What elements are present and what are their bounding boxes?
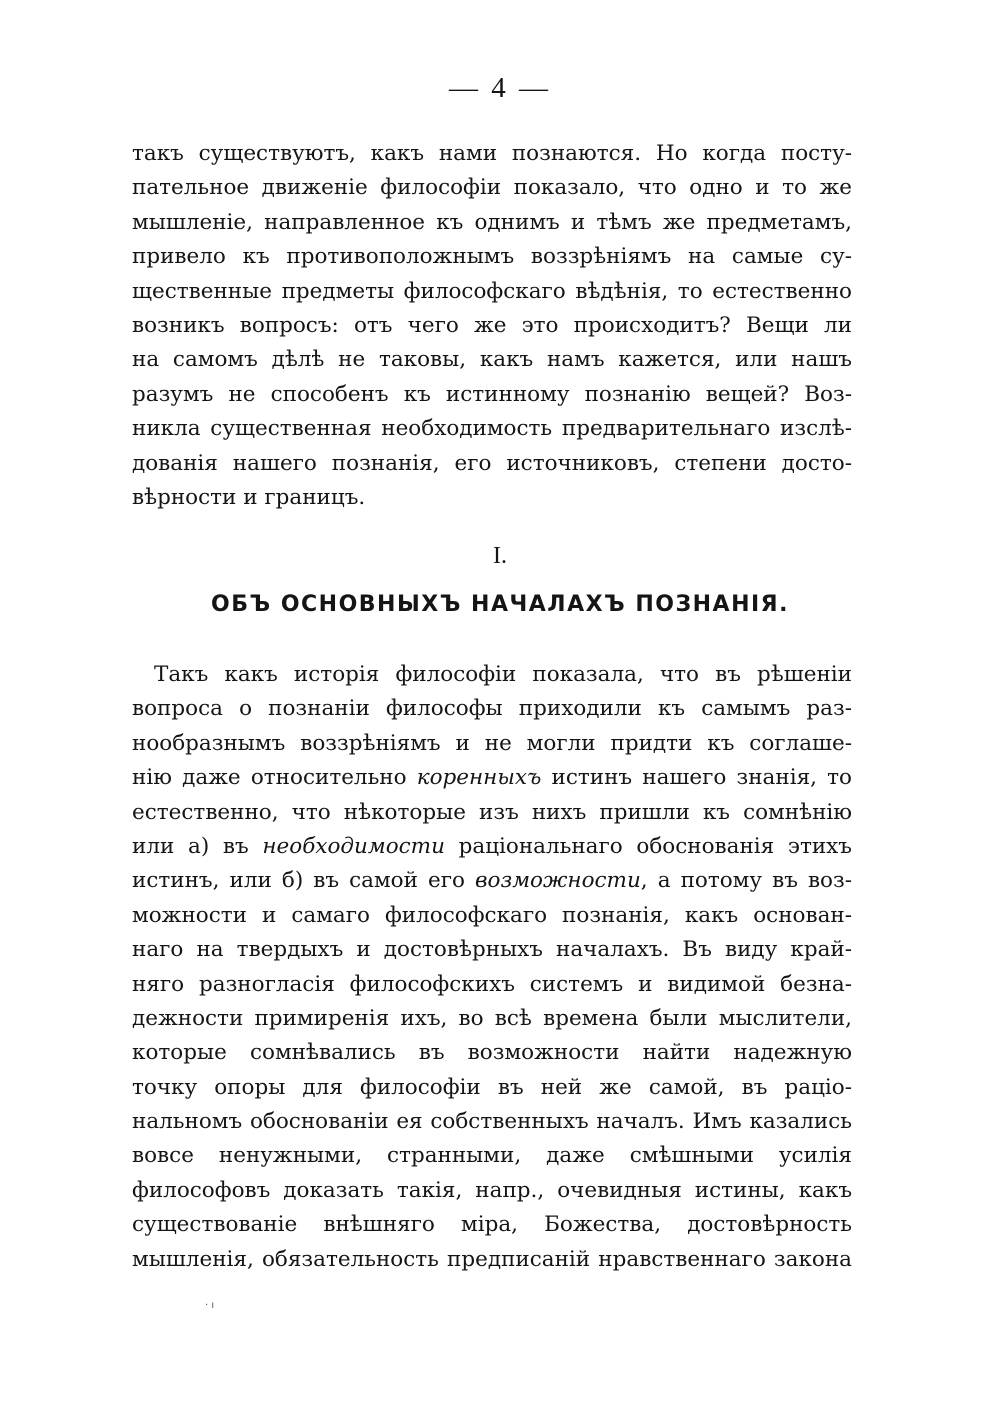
text-line: вѣрности и границъ. [132,484,366,510]
print-speck: · ı [205,1300,215,1311]
text-line: такъ существуютъ, какъ нами познаются. Но когда посту- [132,141,852,166]
text-run: мышленія, обязательность предписаній нравственнаго закона [132,1246,852,1272]
text-line: разумъ не способенъ къ истинному познанію вещей? Воз- [132,381,852,407]
text-line [132,1174,852,1208]
text-run: дежности примиренія ихъ, во всѣ времена были мыслители, [132,1005,852,1031]
text-run: которые сомнѣвались въ возможности найти надежную [132,1040,852,1066]
text-run: Такъ какъ исторія философіи показала, что въ рѣшеніи [154,662,852,687]
text-line [132,1243,852,1277]
text-line [132,899,852,933]
text-run: нію даже относительно [132,765,417,791]
text-line [132,1002,852,1036]
text-run: нальномъ обоснованіи ея собственныхъ началъ. Имъ казались [132,1109,852,1135]
text-line [132,1105,852,1139]
text-line: пательное движеніе философіи показало, что одно и то же [132,175,852,201]
text-line [132,1139,852,1173]
text-line [132,692,852,726]
text-line [132,1036,852,1070]
text-run: естественно, что нѣкоторые изъ нихъ пришли къ сомнѣнію [132,799,852,825]
text-run: существованіе внѣшняго міра, Божества, достовѣрность [132,1212,852,1238]
text-line [132,864,852,898]
text-run: точку опоры для философіи въ ней же самой, въ раціо- [132,1074,852,1100]
text-line: никла существенная необходимость предварительнаго изслѣ- [132,416,852,442]
text-line [132,658,852,692]
text-run: вопроса о познаніи философы приходили къ самымъ раз- [132,696,852,722]
text-line: мышленіе, направленное къ однимъ и тѣмъ же предметамъ, [132,209,852,235]
text-line: дованія нашего познанія, его источниковъ, степени досто- [132,450,852,476]
text-line: привело къ противоположнымъ воззрѣніямъ на самые су- [132,244,852,270]
paragraph-continued [132,137,852,515]
text-line: возникъ вопросъ: отъ чего же это происходитъ? Вещи ли [132,312,852,338]
text-line [132,1208,852,1242]
section-title: ОБЪ ОСНОВНЫХЪ НАЧАЛАХЪ ПОЗНАНІЯ. [211,592,789,617]
page-number: — 4 — [449,72,551,104]
italic-term: необходимости [262,833,445,859]
text-line: щественные предметы философскаго вѣдѣнія, то естественно [132,278,852,304]
text-run: няго разногласія философскихъ системъ и видимой безна- [132,971,852,997]
italic-term: коренныхъ [416,765,542,791]
text-run: , а потому въ воз- [640,868,852,894]
text-run: можности и самаго философскаго познанія, какъ основан- [132,902,852,928]
text-line [132,796,852,830]
italic-term: возможности [475,868,641,894]
paragraph-section-body [132,658,852,1277]
text-run: наго на твердыхъ и достовѣрныхъ началахъ. Въ виду край- [132,937,852,963]
text-run: раціональнаго обоснованія этихъ [444,833,852,859]
text-line [132,1071,852,1105]
text-line: на самомъ дѣлѣ не таковы, какъ намъ кажется, или нашъ [132,347,852,373]
text-run: вовсе ненужными, странными, даже смѣшными усилія [132,1143,852,1169]
section-number: I. [493,543,507,569]
text-line [132,830,852,864]
text-run: философовъ доказать такія, напр., очевидныя истины, какъ [132,1177,852,1203]
text-line [132,968,852,1002]
text-run: истинъ нашего знанія, то [541,765,852,791]
text-line [132,933,852,967]
text-line [132,761,852,795]
text-run: истинъ, или б) въ самой его [132,868,476,894]
text-run: или а) въ [132,833,263,859]
text-run: нообразнымъ воззрѣніямъ и не могли придти къ соглаше- [132,730,852,756]
text-line [132,727,852,761]
